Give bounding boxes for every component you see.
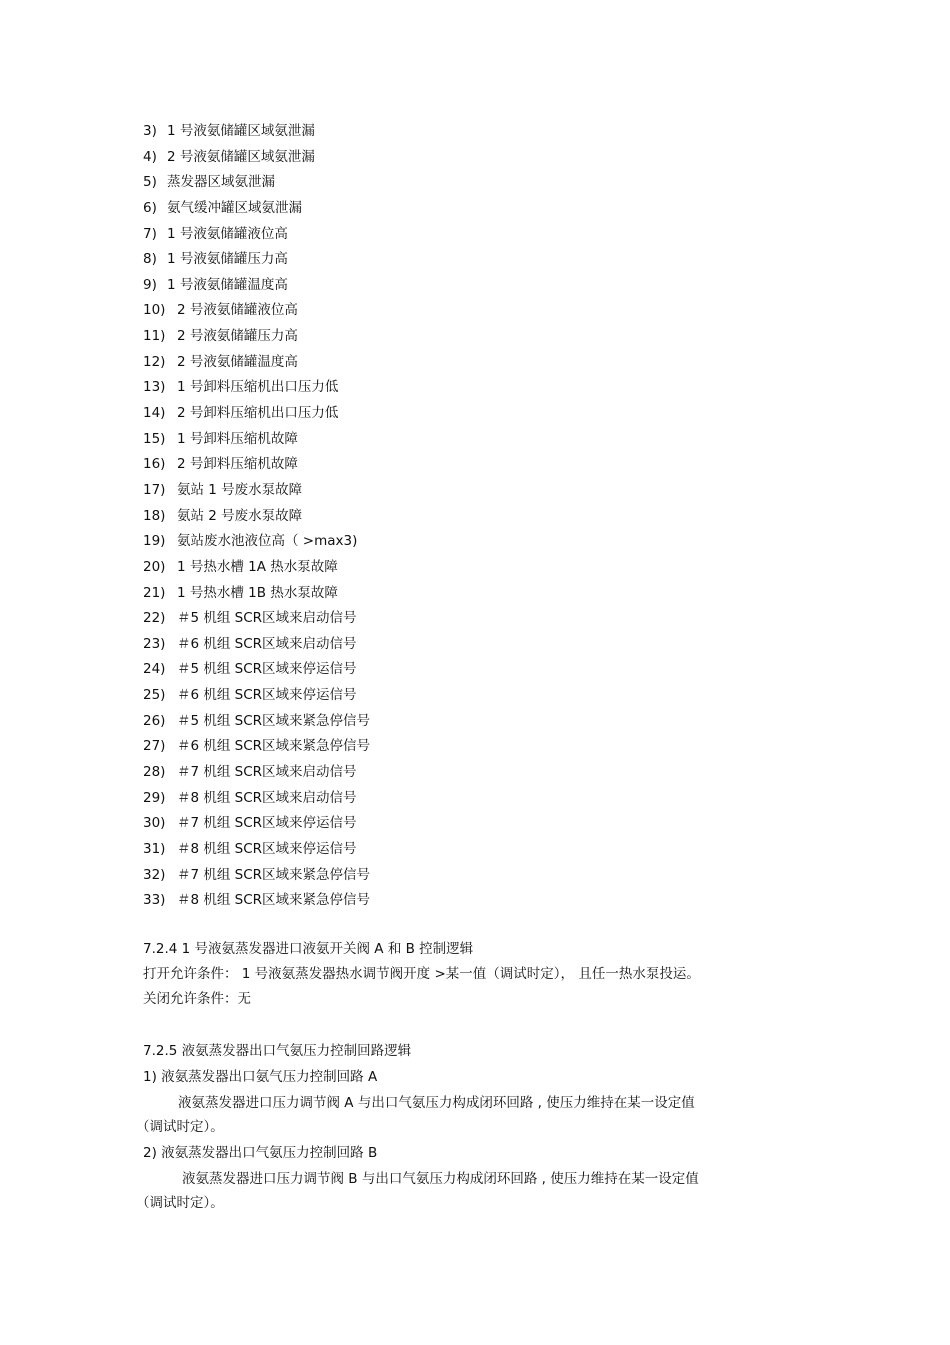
list-item-text: 2 号卸料压缩机故障 <box>177 456 298 473</box>
list-item-text: 氨气缓冲罐区域氨泄漏 <box>167 199 302 216</box>
list-item-text: 1 号液氨储罐区域氨泄漏 <box>167 123 315 139</box>
list-item-number: 7) <box>143 225 157 242</box>
list-item-number: 11) <box>143 328 166 345</box>
alarm-list-item <box>143 811 370 837</box>
list-item-text: 1 号卸料压缩机故障 <box>177 430 298 447</box>
list-item-number: 13) <box>143 379 166 396</box>
list-item-text: 蒸发器区域氨泄漏 <box>167 174 275 191</box>
alarm-list-item <box>143 196 370 222</box>
list-item-number: 28) <box>143 764 166 781</box>
list-item-text: 氨站 1 号废水泵故障 <box>177 481 303 498</box>
list-item-text: ＃8 机组 SCR区域来启动信号 <box>177 789 357 806</box>
alarm-list-item <box>143 401 370 427</box>
item-2-body-line-1: 液氨蒸发器进口压力调节阀 B 与出口气氨压力构成闭环回路 , 使压力维持在某一设定值 <box>182 1171 699 1187</box>
alarm-list-item <box>143 888 370 914</box>
list-item-text: 2 号卸料压缩机出口压力低 <box>177 405 339 422</box>
list-item-text: ＃5 机组 SCR区域来停运信号 <box>177 661 357 678</box>
list-item-number: 25) <box>143 687 166 704</box>
alarm-list-item <box>143 145 370 171</box>
list-item-text: 氨站废水池液位高（ >max3) <box>177 533 358 550</box>
list-item-number: 18) <box>143 507 166 524</box>
close-permit-condition: 关闭允许条件：无 <box>143 991 251 1007</box>
list-item-number: 30) <box>143 815 166 832</box>
list-item-number: 14) <box>143 405 166 422</box>
list-item-number: 3) <box>143 123 157 139</box>
item-1-title: 1) 液氨蒸发器出口氨气压力控制回路 A <box>143 1069 378 1085</box>
list-item-text: 2 号液氨储罐温度高 <box>177 353 298 370</box>
alarm-list-item <box>143 170 370 196</box>
list-item-number: 9) <box>143 276 157 293</box>
item-1-body-line-2: （调试时定）。 <box>136 1119 224 1135</box>
list-item-text: 2 号液氨储罐区域氨泄漏 <box>167 148 315 165</box>
open-permit-condition: 打开允许条件： 1 号液氨蒸发器热水调节阀开度 >某一值（调试时定）， 且任一热水泵投运。 <box>143 966 700 982</box>
list-item-number: 21) <box>143 584 166 601</box>
list-item-number: 12) <box>143 353 166 370</box>
alarm-list-item <box>143 119 370 145</box>
list-item-text: 1 号热水槽 1B 热水泵故障 <box>177 584 338 601</box>
alarm-list-item <box>143 863 370 889</box>
alarm-list-item <box>143 837 370 863</box>
list-item-number: 19) <box>143 533 166 550</box>
alarm-list-item <box>143 786 370 812</box>
list-item-number: 23) <box>143 635 166 652</box>
alarm-list-item <box>143 222 370 248</box>
list-item-number: 26) <box>143 712 166 729</box>
list-item-text: ＃5 机组 SCR区域来启动信号 <box>177 610 357 627</box>
alarm-list-item <box>143 683 370 709</box>
list-item-text: 2 号液氨储罐压力高 <box>177 328 298 345</box>
list-item-number: 4) <box>143 148 157 165</box>
alarm-list-item <box>143 504 370 530</box>
alarm-list-item <box>143 427 370 453</box>
list-item-text: 2 号液氨储罐液位高 <box>177 302 298 319</box>
alarm-list-item <box>143 350 370 376</box>
list-item-number: 32) <box>143 866 166 883</box>
list-item-text: ＃6 机组 SCR区域来启动信号 <box>177 635 357 652</box>
list-item-number: 27) <box>143 738 166 755</box>
alarm-list-item <box>143 657 370 683</box>
alarm-list-item <box>143 298 370 324</box>
alarm-list-item <box>143 709 370 735</box>
list-item-text: 1 号卸料压缩机出口压力低 <box>177 379 339 396</box>
list-item-number: 16) <box>143 456 166 473</box>
item-1-body-line-1: 液氨蒸发器进口压力调节阀 A 与出口气氨压力构成闭环回路 , 使压力维持在某一设定值 <box>178 1095 695 1111</box>
list-item-text: ＃5 机组 SCR区域来紧急停信号 <box>177 712 371 729</box>
alarm-list-item <box>143 273 370 299</box>
list-item-number: 6) <box>143 199 157 216</box>
section-7-2-5-heading: 7.2.5 液氨蒸发器出口气氨压力控制回路逻辑 <box>143 1043 412 1059</box>
alarm-list-item <box>143 734 370 760</box>
list-item-text: ＃8 机组 SCR区域来停运信号 <box>177 840 357 857</box>
list-item-number: 24) <box>143 661 166 678</box>
list-item-number: 29) <box>143 789 166 806</box>
list-item-text: ＃6 机组 SCR区域来停运信号 <box>177 687 357 704</box>
alarm-list-item <box>143 581 370 607</box>
list-item-text: 氨站 2 号废水泵故障 <box>177 507 303 524</box>
alarm-list-item <box>143 375 370 401</box>
list-item-number: 10) <box>143 302 166 319</box>
list-item-text: ＃6 机组 SCR区域来紧急停信号 <box>177 738 371 755</box>
alarm-list-item <box>143 555 370 581</box>
list-item-number: 15) <box>143 430 166 447</box>
list-item-text: 1 号液氨储罐温度高 <box>167 276 288 293</box>
alarm-list-item <box>143 632 370 658</box>
list-item-number: 33) <box>143 892 166 909</box>
alarm-list-item <box>143 247 370 273</box>
alarm-signal-list <box>143 119 370 914</box>
list-item-text: ＃8 机组 SCR区域来紧急停信号 <box>177 892 371 909</box>
list-item-number: 22) <box>143 610 166 627</box>
list-item-text: 1 号液氨储罐压力高 <box>167 251 288 268</box>
alarm-list-item <box>143 452 370 478</box>
list-item-text: ＃7 机组 SCR区域来启动信号 <box>177 764 357 781</box>
list-item-number: 5) <box>143 174 157 191</box>
section-7-2-4-heading: 7.2.4 1 号液氨蒸发器进口液氨开关阀 A 和 B 控制逻辑 <box>143 941 474 957</box>
list-item-number: 8) <box>143 251 157 268</box>
list-item-text: 1 号液氨储罐液位高 <box>167 225 288 242</box>
item-2-body-line-2: （调试时定）。 <box>136 1195 224 1211</box>
list-item-number: 31) <box>143 840 166 857</box>
list-item-text: 1 号热水槽 1A 热水泵故障 <box>177 558 338 575</box>
item-2-title: 2) 液氨蒸发器出口气氨压力控制回路 B <box>143 1145 378 1161</box>
alarm-list-item <box>143 606 370 632</box>
list-item-text: ＃7 机组 SCR区域来紧急停信号 <box>177 866 371 883</box>
alarm-list-item <box>143 760 370 786</box>
list-item-number: 17) <box>143 481 166 498</box>
alarm-list-item <box>143 324 370 350</box>
alarm-list-item <box>143 478 370 504</box>
list-item-number: 20) <box>143 558 166 575</box>
list-item-text: ＃7 机组 SCR区域来停运信号 <box>177 815 357 832</box>
alarm-list-item <box>143 529 370 555</box>
